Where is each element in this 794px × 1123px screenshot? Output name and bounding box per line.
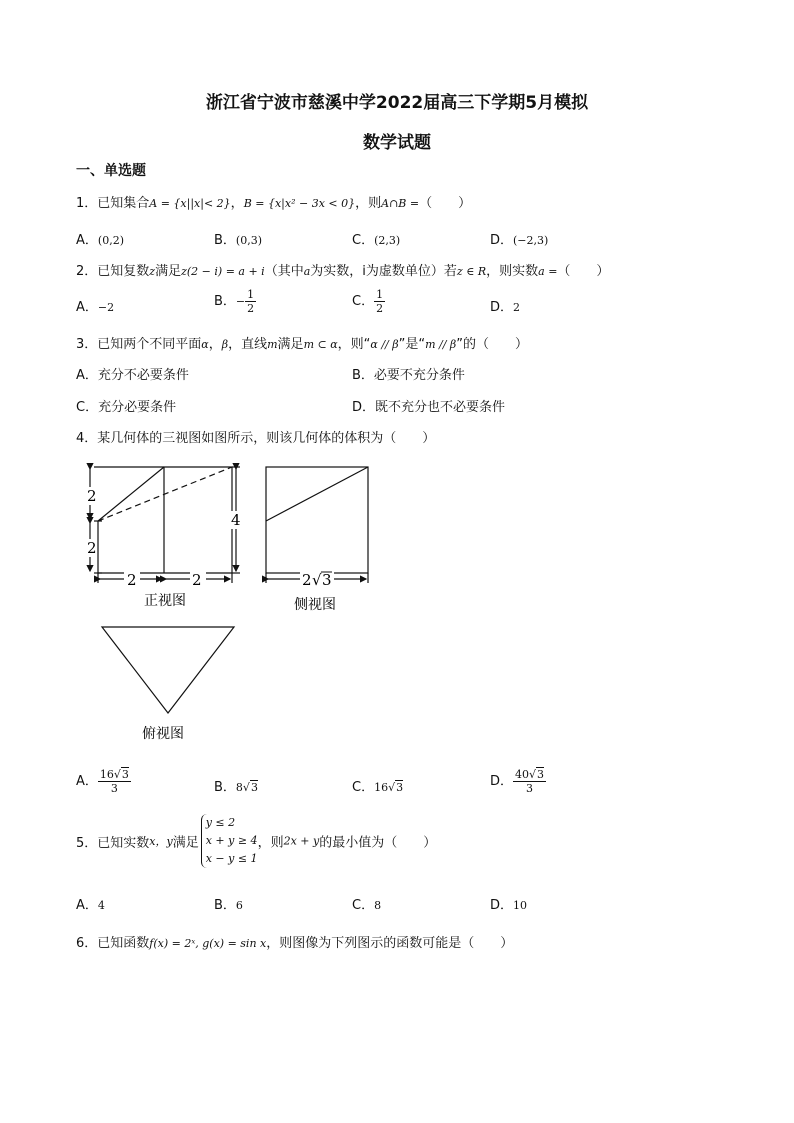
q1-set-b: B = {x|x² − 3x < 0} [243,197,356,210]
side-width-coef: 2 [302,571,312,589]
q2-option-c[interactable]: C． $\frac{1}{2}$ [352,288,384,315]
q4-option-b[interactable]: B．8√3 [214,780,258,795]
q6-functions: f(x) = 2ˣ, g(x) = sin x [149,937,267,950]
q5-constraints: y ≤ 2 x + y ≥ 4 x − y ≤ 1 [201,814,258,868]
front-view [90,467,240,583]
question-5: 5．已知实数x，y满足 y ≤ 2 x + y ≥ 4 x − y ≤ 1 ，则2x + y的最小值为（ ） [76,814,436,868]
side-width-radical: √ [312,571,322,589]
top-view-label: 俯视图 [142,726,184,742]
q3-option-b[interactable]: B．必要不充分条件 [352,368,465,383]
three-view-figure [80,455,380,745]
q4-option-c[interactable]: C．16√3 [352,780,404,795]
q5-option-d[interactable]: D．10 [490,898,528,913]
dim-bottom-label: 2 [87,539,97,557]
q3-option-c[interactable]: C．充分必要条件 [76,400,177,415]
q1-option-d[interactable]: D．(−2,3) [490,233,549,248]
q2-option-b[interactable]: B．− $\frac{1}{2}$ [214,288,255,315]
q2-option-a[interactable]: A．−2 [76,300,115,315]
q1-set-a: A = {x||x|< 2} [149,197,231,210]
q1-option-b[interactable]: B．(0,3) [214,233,262,248]
exam-title: 浙江省宁波市慈溪中学2022届高三下学期5月模拟 [205,93,589,113]
q1-sep: ， [230,196,244,211]
question-2: 2．已知复数z满足z(2 − i) = a + i（其中a为实数，i为虚数单位）若z ∈ R，则实数a =（ ） [76,264,610,279]
top-view [102,627,234,713]
q4-option-d[interactable]: D． $\frac{40√3}{3}$ [490,768,545,795]
q1-suffix: （ ） [419,196,472,211]
side-width-rad: 3 [322,571,332,589]
q1-option-c[interactable]: C．(2,3) [352,233,401,248]
q5-option-c[interactable]: C．8 [352,898,382,913]
question-3: 3．已知两个不同平面α，β，直线m满足m ⊂ α，则“α // β”是“m // β”的（ ） [76,337,529,352]
dim-right-width-label: 2 [192,571,202,589]
exam-subtitle: 数学试题 [363,133,431,153]
side-view [266,467,368,583]
side-view-label: 侧视图 [294,597,336,613]
q2-equation: z(2 − i) = a + i [181,265,265,278]
q1-prefix: 1．已知集合 [76,196,150,211]
question-4: 4．某几何体的三视图如图所示，则该几何体的体积为（ ） [76,431,436,446]
q1-mid: ，则 [355,196,382,211]
q1-expr: A∩B = [381,197,420,210]
q5-option-b[interactable]: B．6 [214,898,243,913]
q5-option-a[interactable]: A．4 [76,898,105,913]
dim-top-label: 2 [87,487,97,505]
q3-option-a[interactable]: A．充分不必要条件 [76,368,189,383]
dim-right-label: 4 [231,511,241,529]
question-1 [76,192,471,211]
q4-option-a[interactable]: A． $\frac{16√3}{3}$ [76,768,129,795]
q1-option-a[interactable]: A．(0,2) [76,233,124,248]
dim-left-width-label: 2 [127,571,137,589]
q3-option-d[interactable]: D．既不充分也不必要条件 [352,400,506,415]
front-view-label: 正视图 [144,593,186,609]
question-6: 6．已知函数f(x) = 2ˣ, g(x) = sin x，则图像为下列图示的函数可能是（ ） [76,936,514,951]
section-heading: 一、单选题 [76,163,146,179]
q2-option-d[interactable]: D．2 [490,300,521,315]
